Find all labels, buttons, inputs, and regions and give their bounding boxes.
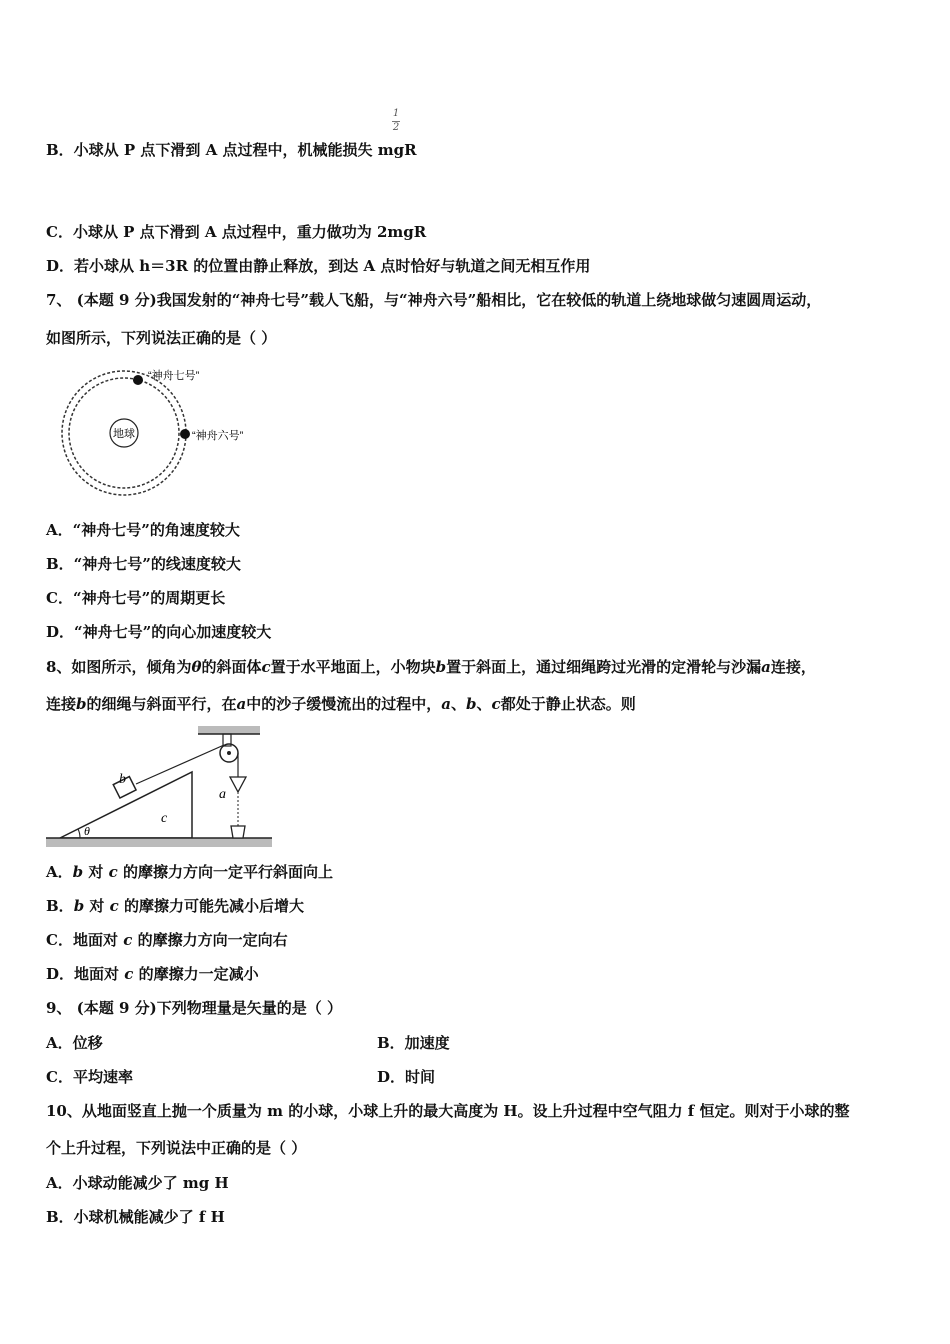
label-c: c bbox=[161, 811, 168, 826]
q7-option-b: B．“神舟七号”的线速度较大 bbox=[46, 555, 241, 573]
q8-stem-line-1: 8、如图所示，倾角为θ的斜面体c置于水平地面上，小物块b置于斜面上，通过细绳跨过光滑的定滑轮与沙漏a连接， bbox=[46, 658, 816, 676]
fraction-denominator: 2 bbox=[392, 122, 400, 133]
fraction-one-half bbox=[392, 108, 400, 134]
q10-stem-line-2: 个上升过程，下列说法中正确的是（ ） bbox=[46, 1139, 307, 1157]
funnel-a bbox=[230, 777, 246, 792]
q8-option-d: D．地面对 c 的摩擦力一定减小 bbox=[46, 965, 259, 983]
fraction-numerator: 1 bbox=[392, 108, 400, 119]
q8-stem-line-2: 连接b的细绳与斜面平行，在a中的沙子缓慢流出的过程中，a、b、c都处于静止状态。则 bbox=[46, 695, 636, 713]
angle-arc bbox=[78, 829, 80, 838]
q9-option-b: B．加速度 bbox=[377, 1034, 450, 1052]
orbit-figure bbox=[52, 362, 272, 500]
ground bbox=[46, 838, 272, 847]
label-a: a bbox=[219, 787, 226, 802]
q6-option-d: D．若小球从 h＝3R 的位置由静止释放，到达 A 点时恰好与轨道之间无相互作用 bbox=[46, 257, 591, 275]
q8-option-c: C．地面对 c 的摩擦力方向一定向右 bbox=[46, 931, 288, 949]
q7-option-a: A．“神舟七号”的角速度较大 bbox=[46, 521, 240, 539]
q7-option-d: D．“神舟七号”的向心加速度较大 bbox=[46, 623, 272, 641]
earth-label: 地球 bbox=[113, 428, 135, 440]
q6-option-c: C．小球从 P 点下滑到 A 点过程中，重力做功为 2mgR bbox=[46, 223, 427, 241]
q9-option-c: C．平均速率 bbox=[46, 1068, 133, 1086]
sand-cup bbox=[231, 826, 245, 838]
q9-option-a: A．位移 bbox=[46, 1034, 103, 1052]
label-b: b bbox=[119, 772, 126, 787]
q10-stem-line-1: 10、从地面竖直上抛一个质量为 m 的小球，小球上升的最大高度为 H。设上升过程中空气阻力 f 恒定。则对于小球的整 bbox=[46, 1102, 850, 1120]
q7-stem-line-2: 如图所示，下列说法正确的是（ ） bbox=[46, 329, 277, 347]
incline-figure bbox=[44, 722, 276, 854]
q10-option-a: A．小球动能减少了 mg H bbox=[46, 1174, 229, 1192]
shenzhou7-label: “神舟七号” bbox=[148, 370, 200, 382]
q9-option-d: D．时间 bbox=[377, 1068, 436, 1086]
q8-option-b: B．b 对 c 的摩擦力可能先减小后增大 bbox=[46, 897, 305, 915]
q7-stem-line-1: 7、 (本题 9 分)我国发射的“神舟七号”载人飞船，与“神舟六号”船相比，它在较低的轨道上绕地球做匀速圆周运动， bbox=[46, 291, 822, 309]
shenzhou6-label: “神舟六号” bbox=[192, 430, 244, 442]
q9-stem: 9、 (本题 9 分)下列物理量是矢量的是（ ） bbox=[46, 999, 342, 1017]
shenzhou6-dot bbox=[180, 429, 190, 439]
q7-option-c: C．“神舟七号”的周期更长 bbox=[46, 589, 226, 607]
q8-option-a: A．b 对 c 的摩擦力方向一定平行斜面向上 bbox=[46, 863, 334, 881]
ceiling bbox=[198, 726, 260, 734]
label-theta: θ bbox=[84, 824, 90, 838]
shenzhou7-dot bbox=[133, 375, 143, 385]
q10-option-b: B．小球机械能减少了 f H bbox=[46, 1208, 225, 1226]
q6-option-b: B．小球从 P 点下滑到 A 点过程中，机械能损失 mgR bbox=[46, 141, 417, 159]
